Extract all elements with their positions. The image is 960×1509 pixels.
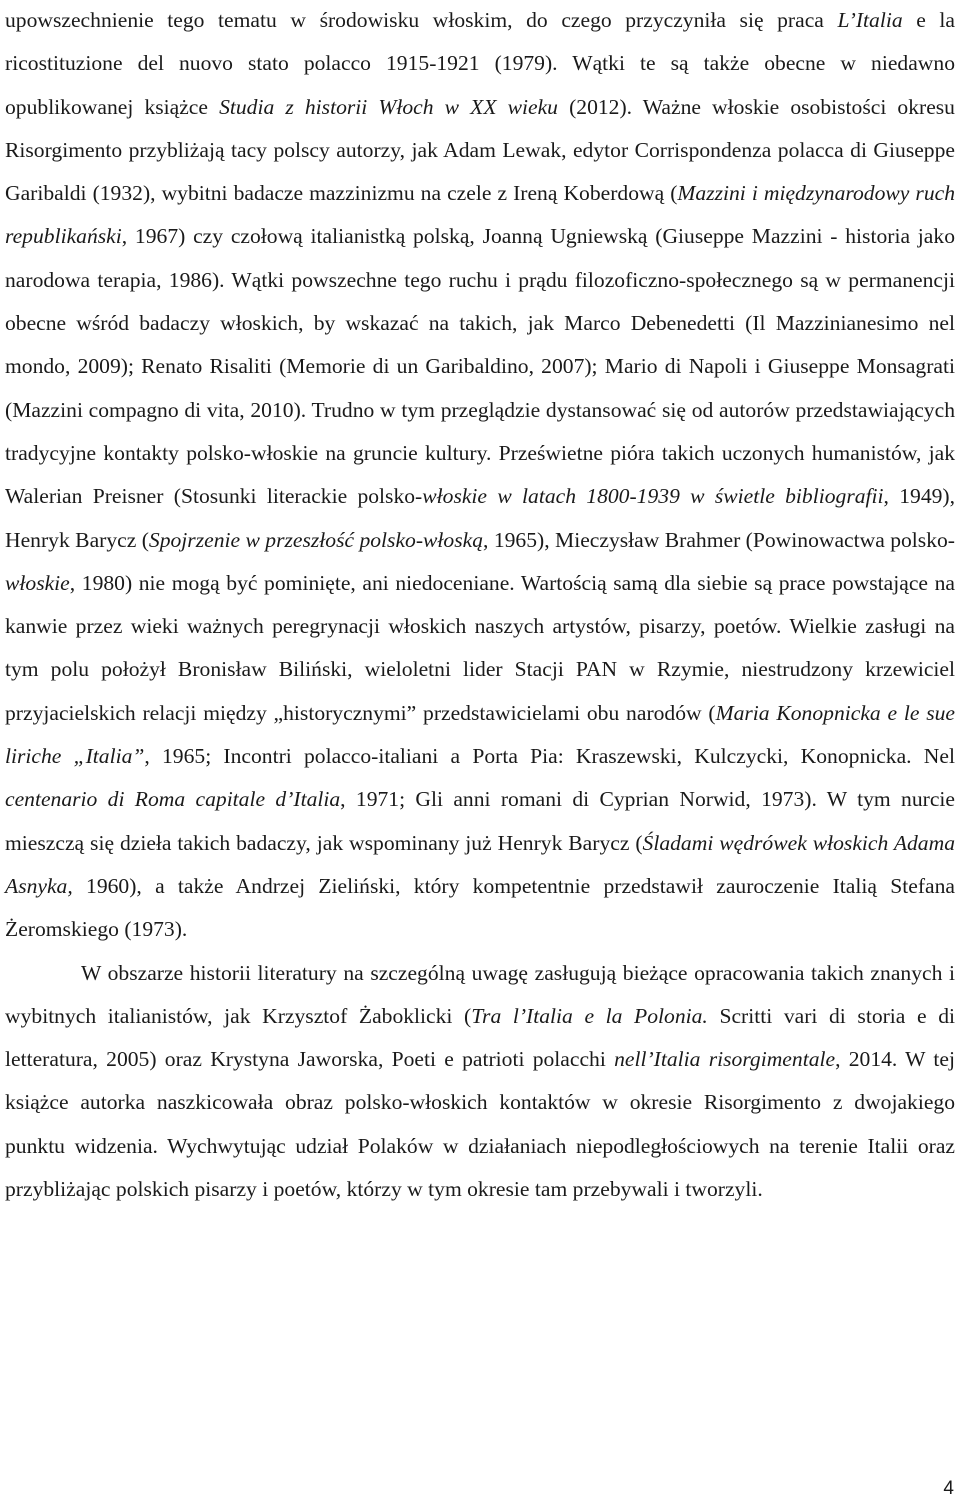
italic-text-segment: Mazzini i międzynarodowy ruch republikański <box>5 181 955 249</box>
text-segment: , 1980) nie mogą być pominięte, ani niedoceniane. Wartością samą dla siebie są prace powstające na kanwie przez wieki ważnych peregrynacji włoskich naszych artystów, pisarzy, poetów. Wielkie zasługi na tym polu położył Bronisław Biliński, wieloletni lider Stacji PAN w Rzymie, niestrudzony krzewiciel przyjacielskich relacji między „historycznymi” przedstawicielami obu narodów ( <box>5 570 955 725</box>
text-segment: e la ricostituzione del nuovo stato polacco 1915-1921 (1979). Wątki te są także obecne w niedawno opublikowanej książce <box>5 8 956 119</box>
paragraph-1 <box>5 0 955 952</box>
text-segment: , 1967) czy czołową italianistką polską, Joanną Ugniewską (Giuseppe Mazzini - historia jako narodowa terapia, 1986). Wątki powszechne tego ruchu i prądu filozoficzno-społecznego są w permanencji obecne wśród badaczy włoskich, by wskazać na takich, jak Marco Debenedetti (Il Mazzinianesimo nel mondo, 2009); Renato Risaliti (Memorie di un Garibaldino, 2007); Mario di Napoli i Giuseppe Monsagrati (Mazzini compagno di vita, 2010). Trudno w tym przeglądzie dystansować się od autorów przedstawiających tradycyjne kontakty polsko-włoskie na gruncie kultury. Prześwietne pióra takich uczonych humanistów, jak Walerian Preisner (Stosunki literackie polsko- <box>5 224 955 509</box>
text-segment: upowszechnienie tego tematu w środowisku włoskim, do czego przyczyniła się praca <box>5 8 838 32</box>
text-segment: Scritti vari di storia e di letteratura, 2005) oraz Krystyna Jaworska, Poeti e patrioti polacchi <box>5 1003 955 1072</box>
italic-text-segment: Maria Konopnicka e le sue liriche „Italia” <box>5 700 955 769</box>
text-segment: , 2014. W tej książce autorka naszkicowała obraz polsko-włoskich kontaktów w okresie Risorgimento z dwojakiego punktu widzenia. Wychwytując udział Polaków w działaniach niepodległościowych na terenie Italii oraz przybliżając polskich pisarzy i poetów, którzy w tym okresie tam przebywali i tworzyli. <box>5 1047 955 1202</box>
text-segment: 1960), a także Andrzej Zieliński, który kompetentnie przedstawił zauroczenie Italią Stefana Żeromskiego (1973). <box>5 873 955 942</box>
italic-text-segment: L’Italia <box>837 8 903 32</box>
text-segment: , 1965; Incontri polacco-italiani a Porta Pia: Kraszewski, Kulczycki, Konopnicka. Nel <box>144 744 955 769</box>
italic-text-segment: nell’Italia risorgimentale <box>614 1047 836 1072</box>
text-segment: W obszarze historii literatury na szczególną uwagę zasługują bieżące opracowania takich znanych i wybitnych italianistów, jak Krzysztof Żaboklicki ( <box>5 960 955 1028</box>
italic-text-segment: Spojrzenie w przeszłość polsko-włoską <box>148 527 484 552</box>
page-number: 4 <box>943 1478 954 1499</box>
text-segment: , 1949), Henryk Barycz ( <box>5 484 956 552</box>
page-body <box>5 0 955 1211</box>
text-segment: , 1965), Mieczysław Brahmer (Powinowactwa polsko- <box>483 527 955 552</box>
italic-text-segment: Śladami wędrówek włoskich Adama Asnyka, <box>5 830 955 898</box>
text-segment: (2012). Ważne włoskie osobistości okresu Risorgimento przybliżają tacy polscy autorzy, jak Adam Lewak, edytor Corrispondenza polacca di Giuseppe Garibaldi (1932), wybitni badacze mazzinizmu na czele z Ireną Koberdową ( <box>5 94 955 206</box>
italic-text-segment: włoskie <box>5 570 70 595</box>
italic-text-segment: Tra l’Italia e la Polonia. <box>471 1003 708 1028</box>
text-segment: , 1971; Gli anni romani di Cyprian Norwid, 1973). W tym nurcie mieszczą się dzieła takich badaczy, jak wspominany już Henryk Barycz ( <box>5 787 955 855</box>
italic-text-segment: Studia z historii Włoch w XX wieku <box>219 94 558 119</box>
italic-text-segment: włoskie w latach 1800-1939 w świetle bibliografii <box>422 484 884 509</box>
paragraph-2 <box>5 952 955 1212</box>
italic-text-segment: centenario di Roma capitale d’Italia <box>5 787 341 812</box>
